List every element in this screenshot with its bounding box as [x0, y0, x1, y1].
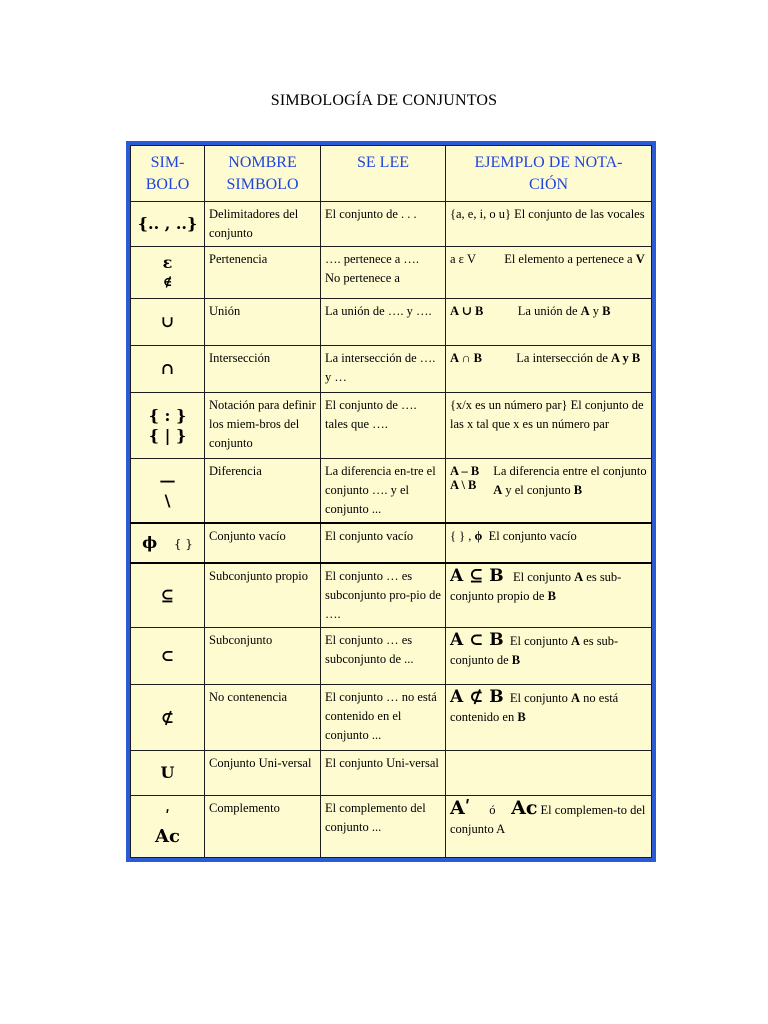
se-lee-cell: El conjunto … no está contenido en el conjunto ... — [321, 685, 446, 751]
ejemplo-text: El conjunto vacío — [488, 529, 577, 543]
ejemplo-text: La unión de — [517, 304, 578, 318]
ejemplo-text: El conjunto — [513, 570, 571, 584]
table-row — [131, 202, 652, 247]
symbol-intersection: ∩ — [131, 346, 205, 393]
symbol-subset: ⊂ — [131, 628, 205, 685]
ejemplo-bold: A — [571, 691, 581, 705]
symbol-backslash: \ — [164, 490, 171, 510]
ejemplo-bold: A — [493, 483, 503, 497]
se-lee-cell: El conjunto … es subconjunto pro-pio de …. — [321, 563, 446, 628]
symbol-pertenencia — [131, 247, 205, 299]
se-lee-cell: El conjunto … es subconjunto de ... — [321, 628, 446, 685]
nombre-cell: No contenencia — [205, 685, 321, 751]
ejemplo-notation: A – B — [450, 464, 480, 478]
ejemplo-notation: A ∪ B — [450, 304, 484, 318]
symbol-braces: { } — [173, 536, 193, 551]
nombre-cell: Complemento — [205, 796, 321, 858]
symbol-colon-builder: { : } — [148, 405, 187, 425]
nombre-cell: Notación para definir los miem-bros del conjunto — [205, 393, 321, 459]
se-lee-cell: El complemento del conjunto ... — [321, 796, 446, 858]
ejemplo-cell — [446, 751, 652, 796]
table-row — [131, 459, 652, 524]
se-lee-cell: La intersección de …. y … — [321, 346, 446, 393]
ejemplo-bold: B — [573, 483, 583, 497]
symbol-table-frame — [126, 141, 656, 862]
ejemplo-text: no está contenido en — [450, 691, 619, 724]
ejemplo-notation: { } , — [450, 529, 472, 543]
ejemplo-text: y el conjunto — [505, 483, 571, 497]
nombre-cell: Delimitadores del conjunto — [205, 202, 321, 247]
ejemplo-bold: B — [547, 589, 556, 603]
ejemplo-cell — [446, 346, 652, 393]
symbol-set-builder — [131, 393, 205, 459]
table-row — [131, 346, 652, 393]
ejemplo-cell — [446, 685, 652, 751]
se-lee-cell: El conjunto Uni-versal — [321, 751, 446, 796]
symbol-phi: ϕ — [142, 532, 158, 552]
table-row — [131, 628, 652, 685]
header-simbolo: SIM- BOLO — [131, 146, 205, 202]
symbol-not-belongs: ∉ — [162, 274, 173, 290]
se-lee-cell: …. pertenece a …. No pertenece a — [321, 247, 446, 299]
ejemplo-text: es sub-conjunto de — [450, 634, 619, 667]
symbol-a-c: Ac — [155, 825, 180, 847]
nombre-cell: Diferencia — [205, 459, 321, 524]
se-lee-cell: La diferencia en-tre el conjunto …. y el conjunto ... — [321, 459, 446, 524]
ejemplo-text: El elemento a pertenece a — [504, 252, 633, 266]
ejemplo-notation: A ⊂ B — [450, 630, 504, 650]
ejemplo-text: y — [592, 304, 600, 318]
table-row — [131, 563, 652, 628]
symbol-universal: U — [131, 751, 205, 796]
symbol-empty-set — [131, 523, 205, 563]
ejemplo-bold: A — [574, 570, 584, 584]
symbol-subset-eq: ⊆ — [131, 563, 205, 628]
ejemplo-cell — [446, 459, 652, 524]
header-se-lee: SE LEE — [321, 146, 446, 202]
se-lee-cell: La unión de …. y …. — [321, 299, 446, 346]
symbol-prime: ʹ — [165, 806, 170, 826]
ejemplo-text: La intersección de — [516, 351, 608, 365]
ejemplo-cell: {x/x es un número par} El conjunto de las x tal que x es un número par — [446, 393, 652, 459]
ejemplo-phi: ϕ — [474, 529, 483, 543]
ejemplo-notation: Ac — [511, 797, 538, 819]
ejemplo-text: ó — [489, 803, 496, 817]
nombre-cell: Conjunto vacío — [205, 523, 321, 563]
ejemplo-bold: B — [602, 304, 611, 318]
symbol-union: ∪ — [131, 299, 205, 346]
symbol-belongs: ε — [162, 252, 173, 272]
symbol-complement — [131, 796, 205, 858]
table-row — [131, 685, 652, 751]
table-row — [131, 796, 652, 858]
ejemplo-bold: B — [517, 710, 526, 724]
header-row — [131, 146, 652, 202]
ejemplo-cell — [446, 299, 652, 346]
ejemplo-cell — [446, 796, 652, 858]
nombre-cell: Subconjunto propio — [205, 563, 321, 628]
symbol-not-subset: ⊄ — [131, 685, 205, 751]
ejemplo-bold: A y B — [611, 351, 641, 365]
table-row — [131, 393, 652, 459]
header-nombre: NOMBRE SIMBOLO — [205, 146, 321, 202]
symbol-minus: — — [159, 470, 176, 490]
symbol-difference — [131, 459, 205, 524]
table-row — [131, 751, 652, 796]
ejemplo-notation: A ∩ B — [450, 351, 482, 365]
ejemplo-bold: V — [635, 252, 645, 266]
symbol-delimiters: {.. , ..} — [131, 202, 205, 247]
symbol-table — [130, 145, 652, 858]
ejemplo-notation: A ⊆ B — [450, 566, 504, 586]
nombre-cell: Pertenencia — [205, 247, 321, 299]
ejemplo-bold: A — [571, 634, 581, 648]
ejemplo-notation: A \ B — [450, 478, 477, 492]
ejemplo-notation: a ε V — [450, 252, 477, 266]
header-ejemplo: EJEMPLO DE NOTA- CIÓN — [446, 146, 652, 202]
ejemplo-cell — [446, 563, 652, 628]
nombre-cell: Conjunto Uni-versal — [205, 751, 321, 796]
page-title: SIMBOLOGÍA DE CONJUNTOS — [270, 92, 498, 109]
ejemplo-bold: A — [580, 304, 590, 318]
ejemplo-cell — [446, 628, 652, 685]
ejemplo-cell — [446, 523, 652, 563]
se-lee-cell: El conjunto de . . . — [321, 202, 446, 247]
ejemplo-bold: B — [511, 653, 521, 667]
ejemplo-cell: {a, e, i, o u} El conjunto de las vocales — [446, 202, 652, 247]
se-lee-cell: El conjunto vacío — [321, 523, 446, 563]
table-row — [131, 299, 652, 346]
ejemplo-text: El conjunto — [509, 634, 568, 648]
ejemplo-notation: Aʹ — [450, 797, 471, 819]
ejemplo-text: El complemen-to del conjunto A — [450, 803, 646, 836]
ejemplo-text: El conjunto — [509, 691, 568, 705]
symbol-bar-builder: { | } — [148, 425, 187, 445]
ejemplo-text: La diferencia entre el conjunto — [493, 464, 647, 478]
nombre-cell: Unión — [205, 299, 321, 346]
table-row — [131, 247, 652, 299]
nombre-cell: Intersección — [205, 346, 321, 393]
table-row — [131, 523, 652, 563]
ejemplo-cell — [446, 247, 652, 299]
ejemplo-text: es sub-conjunto propio de — [450, 570, 622, 603]
nombre-cell: Subconjunto — [205, 628, 321, 685]
se-lee-cell: El conjunto de …. tales que …. — [321, 393, 446, 459]
ejemplo-notation: A ⊄ B — [450, 687, 504, 707]
